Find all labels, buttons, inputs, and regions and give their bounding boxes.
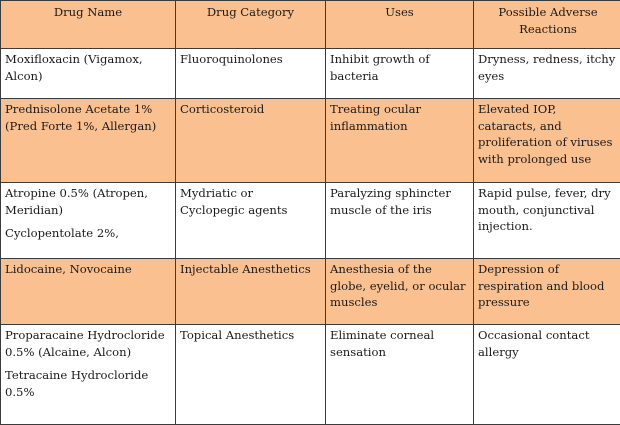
table-row bbox=[1, 259, 620, 325]
drug-name-secondary: Tetracaine Hydrocloride 0.5% bbox=[5, 367, 171, 400]
category-cell: Injectable Anesthetics bbox=[176, 259, 326, 325]
header-uses: Uses bbox=[326, 1, 474, 49]
category-cell: Fluoroquinolones bbox=[176, 49, 326, 99]
drug-name: Moxifloxacin (Vigamox, Alcon) bbox=[5, 51, 171, 84]
table-row bbox=[1, 325, 620, 425]
table-row bbox=[1, 183, 620, 259]
drug-name-secondary: Cyclopentolate 2%, bbox=[5, 225, 171, 242]
uses-cell: Inhibit growth of bacteria bbox=[326, 49, 474, 99]
drug-cell bbox=[1, 183, 176, 259]
drug-cell bbox=[1, 99, 176, 183]
uses-cell: Treating ocular inflammation bbox=[326, 99, 474, 183]
uses-cell: Eliminate corneal sensation bbox=[326, 325, 474, 425]
table-row bbox=[1, 99, 620, 183]
reactions-cell: Dryness, redness, itchy eyes bbox=[474, 49, 620, 99]
drug-cell bbox=[1, 325, 176, 425]
drug-name: Atropine 0.5% (Atropen, Meridian) bbox=[5, 185, 171, 218]
uses-cell: Paralyzing sphincter muscle of the iris bbox=[326, 183, 474, 259]
table-row bbox=[1, 49, 620, 99]
drug-name: Prednisolone Acetate 1% (Pred Forte 1%, Allergan) bbox=[5, 101, 171, 134]
category-cell: Corticosteroid bbox=[176, 99, 326, 183]
category-cell: Topical Anesthetics bbox=[176, 325, 326, 425]
header-drug-name: Drug Name bbox=[1, 1, 176, 49]
drug-name: Lidocaine, Novocaine bbox=[5, 261, 171, 278]
reactions-cell: Elevated IOP, cataracts, and proliferation of viruses with prolonged use bbox=[474, 99, 620, 183]
drug-cell bbox=[1, 49, 176, 99]
reactions-cell: Rapid pulse, fever, dry mouth, conjunctival injection. bbox=[474, 183, 620, 259]
reactions-cell: Occasional contact allergy bbox=[474, 325, 620, 425]
uses-cell: Anesthesia of the globe, eyelid, or ocular muscles bbox=[326, 259, 474, 325]
category-cell: Mydriatic or Cyclopegic agents bbox=[176, 183, 326, 259]
reactions-cell: Depression of respiration and blood pressure bbox=[474, 259, 620, 325]
header-row bbox=[1, 1, 620, 49]
drug-cell bbox=[1, 259, 176, 325]
drug-name: Proparacaine Hydrocloride 0.5% (Alcaine, Alcon) bbox=[5, 327, 171, 360]
header-drug-category: Drug Category bbox=[176, 1, 326, 49]
header-reactions: Possible Adverse Reactions bbox=[474, 1, 620, 49]
